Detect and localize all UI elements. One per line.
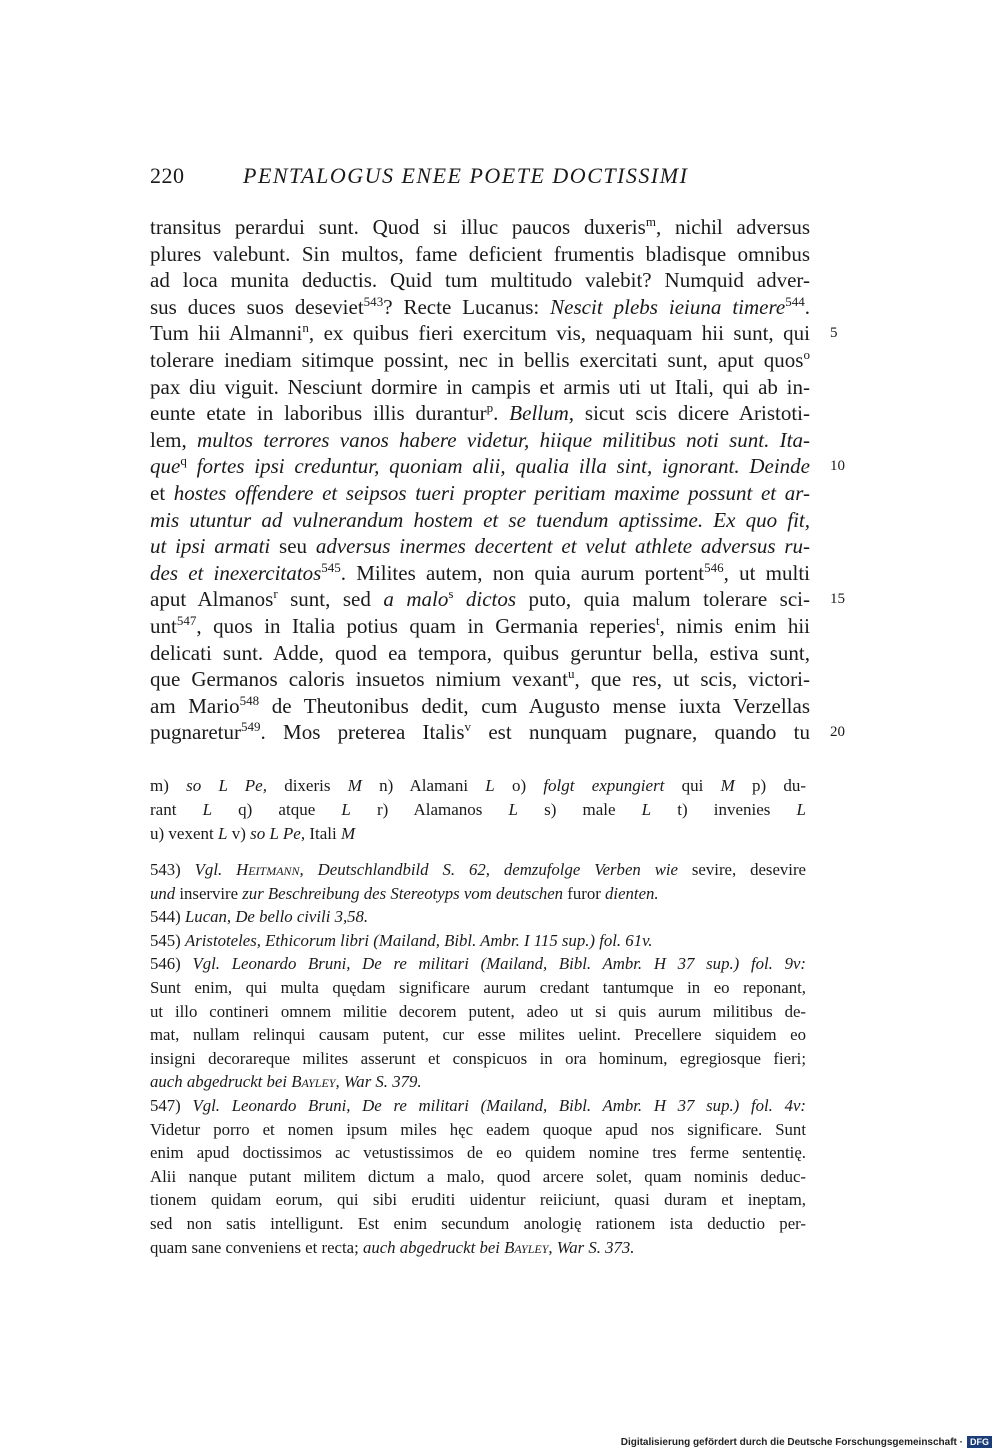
text-run: 544) <box>150 907 185 927</box>
italic-text: Bellum, <box>509 401 575 426</box>
text-run: . Milites autem, non quia aurum portent <box>340 560 705 585</box>
footnote-line <box>150 1094 806 1118</box>
text-run: transitus perardui sunt. Quod si illuc paucos duxeris <box>150 215 646 239</box>
text-run: Itali <box>305 824 341 843</box>
italic-text: L <box>485 776 495 795</box>
italic-text: L <box>796 800 806 819</box>
author-name: Heitmann, <box>236 860 304 879</box>
italic-text: M <box>340 824 356 843</box>
text-line <box>150 613 810 640</box>
text-run: , ex quibus fieri exercitum vis, nequaquam hii sunt, qui <box>308 321 810 346</box>
italic-text: adversus inermes decertent et velut athlete adversus ru- <box>315 534 810 559</box>
italic-text: Lucan, De bello civili 3,58. <box>184 907 369 927</box>
text-run: lem, <box>150 427 198 452</box>
footnote-line <box>150 1118 806 1142</box>
text-run: sunt, sed <box>277 587 384 612</box>
footnote-line <box>150 1165 806 1189</box>
text-run: 547) <box>150 1095 193 1115</box>
italic-text: War S. 379. <box>339 1072 422 1092</box>
italic-text: und <box>150 883 176 903</box>
text-run: v) <box>227 824 251 843</box>
italic-text: dienten. <box>605 883 659 903</box>
italic-text: mis utuntur ad vulnerandum hostem et se tuendum aptissime. Ex quo fit, <box>150 507 810 532</box>
text-line <box>150 427 810 454</box>
text-run: unt <box>150 613 177 638</box>
text-run: rant <box>150 800 203 819</box>
text-run: enim apud doctissimos ac vetustissimos de eo quidem nomine tres ferme sententię. <box>150 1143 806 1163</box>
text-run: dixeris <box>266 776 348 795</box>
main-text <box>150 214 810 746</box>
text-run: 543) <box>150 860 195 879</box>
text-run: , quos in Italia potius quam in Germania reperies <box>196 613 656 638</box>
italic-text: auch abgedruckt bei <box>362 1237 505 1257</box>
text-line <box>150 640 810 667</box>
text-run: u) vexent <box>150 824 218 843</box>
footnote-line <box>150 1141 806 1165</box>
footnote-line <box>150 858 806 882</box>
text-run: est nunquam pugnare, quando tu <box>471 720 810 745</box>
text-line <box>150 533 810 560</box>
text-line <box>150 241 810 268</box>
footnote-line <box>150 1070 806 1094</box>
footnote-line <box>150 905 806 929</box>
text-run: n) Alamani <box>361 776 486 795</box>
footnote-line <box>150 1188 806 1212</box>
italic-text: multos terrores vanos habere videtur, hiique militibus noti sunt. Ita- <box>197 427 810 452</box>
text-run: tionem quidam eorum, qui sibi eruditi uidentur reiiciunt, quasi duram et ineptam, <box>150 1190 806 1210</box>
text-run: plures valebunt. Sin multos, fame deficient frumentis bladisque omnibus <box>150 241 810 266</box>
text-line <box>150 374 810 401</box>
note-marker: u <box>568 666 575 682</box>
text-run: inservire <box>175 883 243 903</box>
text-run: puto, quia malum tolerare sci- <box>516 587 810 612</box>
running-header <box>150 163 810 195</box>
text-line <box>150 400 810 427</box>
footnote-line <box>150 1212 806 1236</box>
note-marker: q <box>180 453 187 469</box>
text-run: . Mos preterea Italis <box>260 720 465 745</box>
italic-text: so L Pe, <box>250 824 306 843</box>
text-run: quam sane conveniens et recta; <box>150 1237 363 1257</box>
text-run: eunte etate in laboribus illis durantur <box>150 401 487 426</box>
footnote-line <box>150 882 806 906</box>
text-run: t) invenies <box>651 800 797 819</box>
italic-text: a malo <box>383 587 449 612</box>
apparatus-line <box>150 774 806 798</box>
text-line <box>150 294 810 321</box>
italic-text: M <box>347 776 362 795</box>
footnote-line <box>150 952 806 976</box>
text-line <box>150 480 810 507</box>
footnote-line <box>150 1236 806 1260</box>
italic-text: dictos <box>465 587 517 612</box>
text-run: pugnaretur <box>150 720 241 745</box>
line-number: 20 <box>830 724 845 741</box>
text-run: qui <box>664 776 721 795</box>
author-name: Bayley, <box>291 1072 340 1092</box>
note-marker: 546 <box>704 559 724 575</box>
text-run: Videtur porro et nomen ipsum miles hęc eadem quoque apud nos significare. Sunt <box>150 1119 806 1139</box>
note-marker: 548 <box>239 692 260 708</box>
text-run: furor <box>563 883 606 903</box>
note-marker: n <box>302 320 309 336</box>
text-run: am Mario <box>150 693 240 718</box>
note-marker: m <box>645 214 656 229</box>
text-run: Sunt enim, qui multa quędam significare aurum credant tantumque in eo reponant, <box>150 977 806 997</box>
italic-text: Aristoteles, Ethicorum libri (Mailand, Bibl. Ambr. I 115 sup.) fol. 61v. <box>184 930 653 950</box>
critical-apparatus <box>150 774 806 846</box>
line-number: 5 <box>830 325 838 342</box>
text-line <box>150 320 810 347</box>
text-run: ad loca munita deductis. Quid tum multitudo valebit? Numquid adver- <box>150 268 810 293</box>
text-run: p) du- <box>734 776 806 795</box>
note-marker: 545 <box>321 559 341 575</box>
note-marker: p <box>486 400 494 416</box>
italic-text: so L Pe, <box>186 776 267 795</box>
text-run: o) <box>494 776 544 795</box>
text-run: sus duces suos deseviet <box>150 294 364 319</box>
text-run: sevire, desevire <box>678 860 806 879</box>
footnote-line <box>150 1047 806 1071</box>
page-number: 220 <box>150 163 185 188</box>
note-marker: 544 <box>785 293 805 309</box>
italic-text: hostes offendere et seipsos tueri propter peritiam maxime possunt et ar- <box>173 480 810 505</box>
italic-text: L <box>641 800 652 819</box>
text-run: q) atque <box>212 800 342 819</box>
italic-text: L <box>217 824 228 843</box>
apparatus-line <box>150 822 806 846</box>
text-run: m) <box>150 776 187 795</box>
text-run: sed non satis intelligunt. Est enim secundum anologię rationem ista deductio per- <box>150 1213 806 1233</box>
italic-text: Vgl. <box>194 860 237 879</box>
italic-text: zur Beschreibung des Stereotyps vom deutschen <box>242 883 564 903</box>
text-run: 546) <box>150 954 193 974</box>
text-run: ut illo contineri omnem militie decorem putent, adeo ut si quis aurum militibus de- <box>150 1001 806 1021</box>
line-number: 10 <box>830 458 845 475</box>
text-run: sicut scis dicere Aristoti- <box>574 401 810 426</box>
italic-text: War S. 373. <box>552 1237 635 1257</box>
italic-text: Deutschlandbild S. 62, demzufolge Verben wie <box>303 860 678 879</box>
italic-text: ut ipsi armati <box>150 534 271 559</box>
text-line <box>150 267 810 294</box>
italic-text: que <box>150 454 181 479</box>
footnote-line <box>150 1000 806 1024</box>
text-run: 545) <box>150 930 185 950</box>
text-line <box>150 719 810 746</box>
text-run: que Germanos caloris insuetos nimium vexant <box>150 667 569 692</box>
digitization-footer <box>621 1436 992 1448</box>
text-line <box>150 453 810 480</box>
note-marker: v <box>464 719 472 735</box>
text-run: seu <box>270 534 316 559</box>
text-line <box>150 586 810 613</box>
note-marker: o <box>803 346 810 362</box>
italic-text: Nescit plebs ieiuna timere <box>550 294 786 319</box>
line-number: 15 <box>830 591 845 608</box>
footnote-line <box>150 1023 806 1047</box>
italic-text: auch abgedruckt bei <box>150 1072 292 1092</box>
text-line <box>150 693 810 720</box>
italic-text: des et inexercitatos <box>150 560 322 585</box>
text-run: , que res, ut scis, victori- <box>574 667 810 692</box>
dfg-logo: DFG <box>967 1436 992 1448</box>
apparatus-line <box>150 798 806 822</box>
text-run <box>453 587 465 611</box>
text-run: pax diu viguit. Nesciunt dormire in campis et armis uti ut Itali, qui ab in- <box>150 374 810 399</box>
text-run: Alii nanque putant militem dictum a malo, quod arcere solet, quam nominis deduc- <box>150 1166 806 1186</box>
italic-text: L <box>202 800 213 819</box>
note-marker: 543 <box>363 293 384 309</box>
text-run: ? Recte Lucanus: <box>383 294 551 319</box>
text-run: aput Almanos <box>150 587 274 612</box>
note-marker: 547 <box>176 612 197 628</box>
italic-text: M <box>720 776 735 795</box>
text-run: et <box>150 480 174 505</box>
footer-text: Digitalisierung gefördert durch die Deutsche Forschungsgemeinschaft · <box>620 1436 963 1448</box>
author-name: Bayley, <box>504 1237 553 1257</box>
note-marker: s <box>448 586 454 602</box>
text-run: Tum hii Almanni <box>150 321 303 346</box>
note-marker: r <box>273 586 278 602</box>
text-run: delicati sunt. Adde, quod ea tempora, quibus geruntur bella, estiva sunt, <box>150 640 810 665</box>
footnote-line <box>150 929 806 953</box>
text-line <box>150 347 810 374</box>
italic-text: folgt expungiert <box>543 776 665 795</box>
italic-text: Vgl. Leonardo Bruni, De re militari (Mailand, Bibl. Ambr. H 37 sup.) fol. 9v: <box>192 954 806 974</box>
italic-text: L <box>341 800 351 819</box>
text-run: , ut multi <box>723 560 810 585</box>
italic-text: L <box>508 800 518 819</box>
text-run: tolerare inediam sitimque possint, nec in bellis exercitati sunt, aput quos <box>150 347 804 372</box>
text-run: . <box>493 401 510 426</box>
footnotes <box>150 858 806 1259</box>
footnote-line <box>150 976 806 1000</box>
italic-text: Vgl. Leonardo Bruni, De re militari (Mailand, Bibl. Ambr. H 37 sup.) fol. 4v: <box>192 1095 806 1115</box>
note-marker: t <box>655 612 660 628</box>
text-run: , nichil adversus <box>655 215 811 239</box>
text-run: insigni decorareque milites asserunt et conspicuos in ora hominum, egregiosque fieri; <box>150 1048 806 1068</box>
note-marker: 549 <box>240 719 261 735</box>
text-run: , nimis enim hii <box>659 613 810 638</box>
text-line <box>150 214 810 241</box>
text-run: de Theutonibus dedit, cum Augusto mense iuxta Verzellas <box>259 693 810 718</box>
italic-text: fortes ipsi creduntur, quoniam alii, qualia illa sint, ignorant. Deinde <box>186 454 810 479</box>
text-run: s) male <box>517 800 642 819</box>
text-line <box>150 507 810 534</box>
text-run: mat, nullam relinqui causam putent, cur esse milites uelint. Precellere siquidem eo <box>150 1025 806 1045</box>
text-run: r) Alamanos <box>350 800 509 819</box>
text-line <box>150 666 810 693</box>
text-line <box>150 560 810 587</box>
running-title: PENTALOGUS ENEE POETE DOCTISSIMI <box>243 163 689 188</box>
text-run: . <box>804 294 810 319</box>
